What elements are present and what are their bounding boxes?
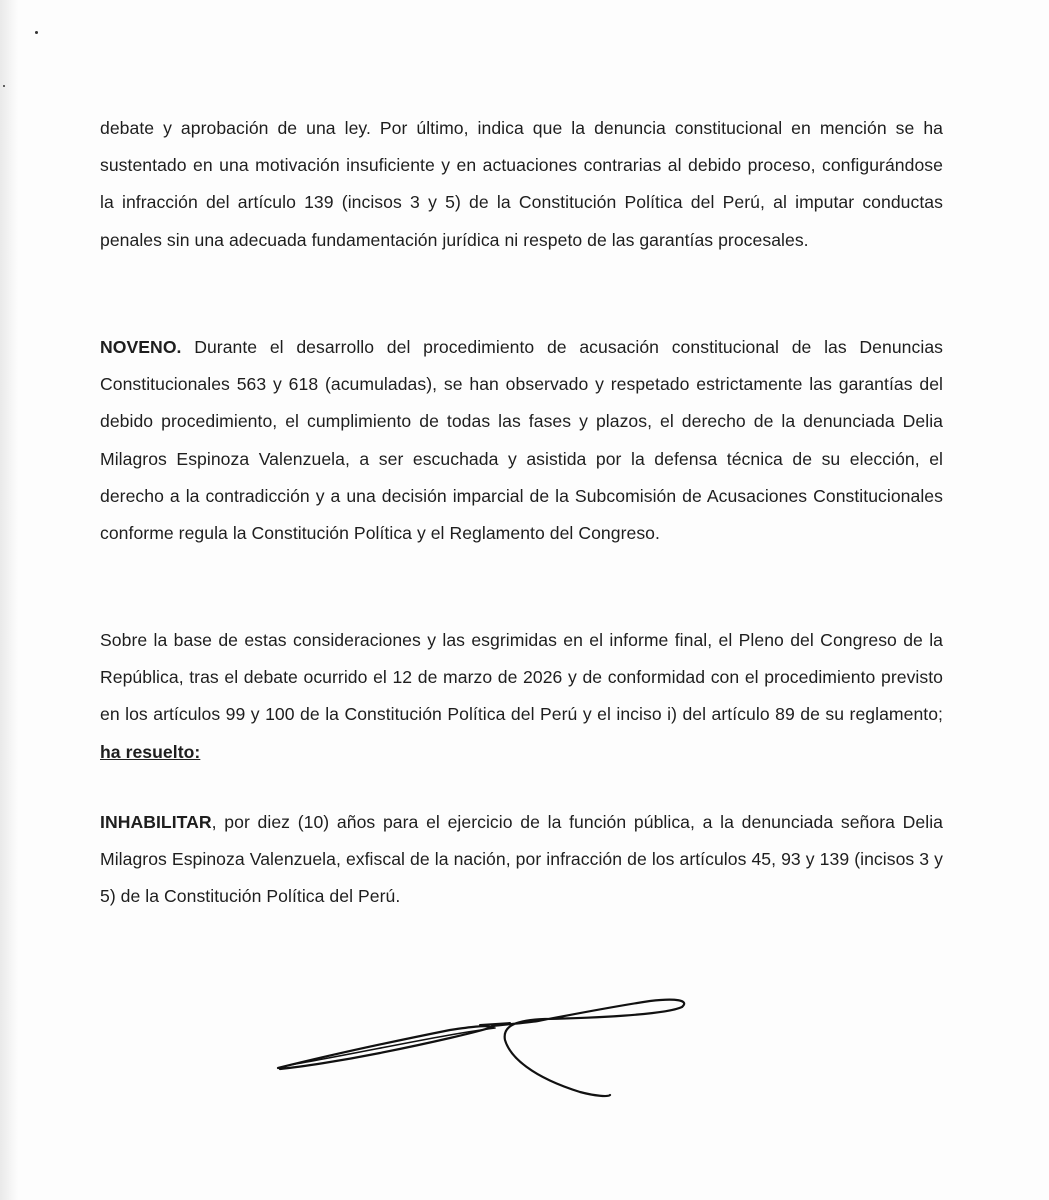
paragraph-text: , por diez (10) años para el ejercicio de la función pública, a la denunciada señora Delia Milagros Espinoza Valenzuela, exfiscal de la nación, por infracción de los artículos 45, 93 y 139 (incisos 3 y 5) de la Constitución Política del Perú. xyxy=(100,812,943,907)
handwritten-signature xyxy=(270,985,700,1105)
paragraph-continuation xyxy=(100,110,943,259)
paragraph-text: Sobre la base de estas consideraciones y las esgrimidas en el informe final, el Pleno del Congreso de la República, tras el debate ocurrido el 12 de marzo de 2026 y de conformidad con el procedimiento previsto en los artículos 99 y 100 de la Constitución Política del Perú y el inciso i) del artículo 89 de su reglamento; xyxy=(100,630,943,725)
paragraph-resolution xyxy=(100,804,943,916)
scan-speck xyxy=(3,85,5,87)
section-heading: NOVENO. xyxy=(100,337,182,357)
paragraph-text: debate y aprobación de una ley. Por último, indica que la denuncia constitucional en mención se ha sustentado en una motivación insuficiente y en actuaciones contrarias al debido proceso, configurándose la infracción del artículo 139 (incisos 3 y 5) de la Constitución Política del Perú, al imputar conductas penales sin una adecuada fundamentación jurídica ni respeto de las garantías procesales. xyxy=(100,118,943,250)
scan-speck xyxy=(35,31,38,34)
paragraph-considerations xyxy=(100,622,943,771)
paragraph-text: Durante el desarrollo del procedimiento de acusación constitucional de las Denuncias Constitucionales 563 y 618 (acumuladas), se han observado y respetado estrictamente las garantías del debido procedimiento, el cumplimiento de todas las fases y plazos, el derecho de la denunciada Delia Milagros Espinoza Valenzuela, a ser escuchada y asistida por la defensa técnica de su elección, el derecho a la contradicción y a una decisión imparcial de la Subcomisión de Acusaciones Constitucionales conforme regula la Constitución Política y el Reglamento del Congreso. xyxy=(100,337,943,544)
signature-stroke xyxy=(492,1000,684,1096)
paragraph-noveno xyxy=(100,329,943,552)
resolution-phrase: ha resuelto: xyxy=(100,741,201,762)
resolution-verb: INHABILITAR xyxy=(100,812,212,832)
scan-edge-shadow xyxy=(0,0,18,1200)
